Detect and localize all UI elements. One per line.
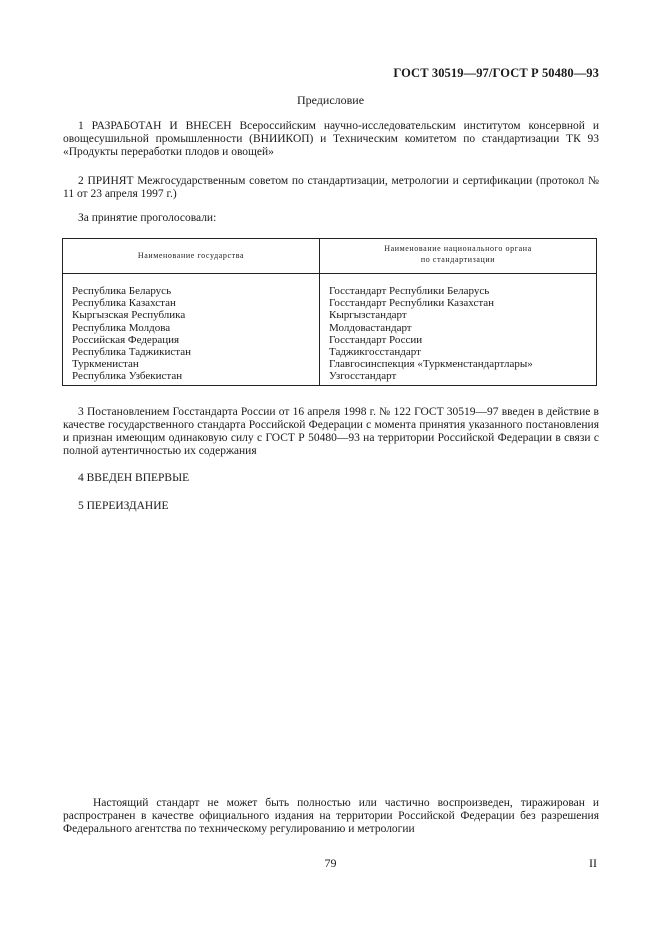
- table-cell-organ: Кыргызстандарт: [329, 309, 407, 322]
- table-cell-state: Республика Узбекистан: [72, 370, 183, 383]
- paragraph-developed-by-text: 1 РАЗРАБОТАН И ВНЕСЕН Всероссийским научно-исследовательским институтом консервной и овощесушильной промышленности (ВНИИКОП) и Техническим комитетом по стандартизации ТК 93 «Продукты переработки плодов и овощей»: [63, 120, 599, 158]
- paragraph-introduced: 4 ВВЕДЕН ВПЕРВЫЕ: [78, 472, 190, 484]
- table-cell-organ: Узгосстандарт: [329, 370, 397, 383]
- table-cell-organ: Госстандарт Республики Казахстан: [329, 297, 495, 310]
- paragraph-reissue: 5 ПЕРЕИЗДАНИЕ: [78, 500, 169, 512]
- table-header-organ: [320, 243, 596, 265]
- section-heading: Предисловие: [296, 93, 365, 107]
- states-column: [72, 285, 191, 383]
- paragraph-adopted-by: [63, 175, 599, 201]
- paragraph-developed-by: [63, 120, 599, 159]
- paragraph-enacted: [63, 406, 599, 458]
- table-header-state: Наименование государства: [137, 251, 245, 260]
- voting-table: [62, 238, 597, 386]
- table-header-divider: [63, 273, 596, 274]
- paragraph-adopted-by-text: 2 ПРИНЯТ Межгосударственным советом по стандартизации, метрологии и сертификации (протокол № 11 от 23 апреля 1997 г.): [63, 175, 599, 200]
- organs-column: [329, 285, 533, 383]
- table-cell-state: Туркменистан: [72, 358, 139, 371]
- section-number: II: [589, 856, 597, 870]
- table-cell-state: Республика Таджикистан: [72, 346, 191, 359]
- page-number: 79: [324, 856, 337, 870]
- table-cell-state: Республика Молдова: [72, 321, 171, 334]
- table-cell-state: Республика Беларусь: [72, 285, 172, 297]
- table-cell-organ: Госстандарт России: [329, 333, 423, 346]
- copyright-notice-text: Настоящий стандарт не может быть полностью или частично воспроизведен, тиражирован и распространен в качестве официального издания на территории Российской Федерации без разрешения Федерального агентства по техническому регулированию и метрологии: [63, 797, 599, 835]
- table-cell-organ: Главгосинспекция «Туркменстандартлары»: [329, 358, 533, 371]
- table-cell-organ: Молдовастандарт: [329, 321, 412, 334]
- table-header-organ-line2: по стандартизации: [420, 255, 496, 264]
- document-code: ГОСТ 30519—97/ГОСТ Р 50480—93: [393, 66, 599, 80]
- table-cell-organ: Госстандарт Республики Беларусь: [329, 285, 490, 297]
- table-header-organ-line1: Наименование национального органа: [384, 244, 532, 253]
- copyright-notice: [63, 797, 599, 836]
- table-cell-state: Республика Казахстан: [72, 297, 176, 310]
- table-cell-state: Российская Федерация: [72, 333, 180, 346]
- vote-intro: За принятие проголосовали:: [78, 212, 217, 224]
- paragraph-enacted-text: 3 Постановлением Госстандарта России от 16 апреля 1998 г. № 122 ГОСТ 30519—97 введен в действие в качестве государственного стандарта Российской Федерации с момента принятия указанного постановления и признан имеющим одинаковую силу с ГОСТ Р 50480—93 на территории Российской Федерации в связи с полной аутентичностью их содержания: [63, 406, 599, 457]
- table-cell-organ: Таджикгосстандарт: [329, 346, 421, 359]
- table-cell-state: Кыргызская Республика: [72, 309, 186, 322]
